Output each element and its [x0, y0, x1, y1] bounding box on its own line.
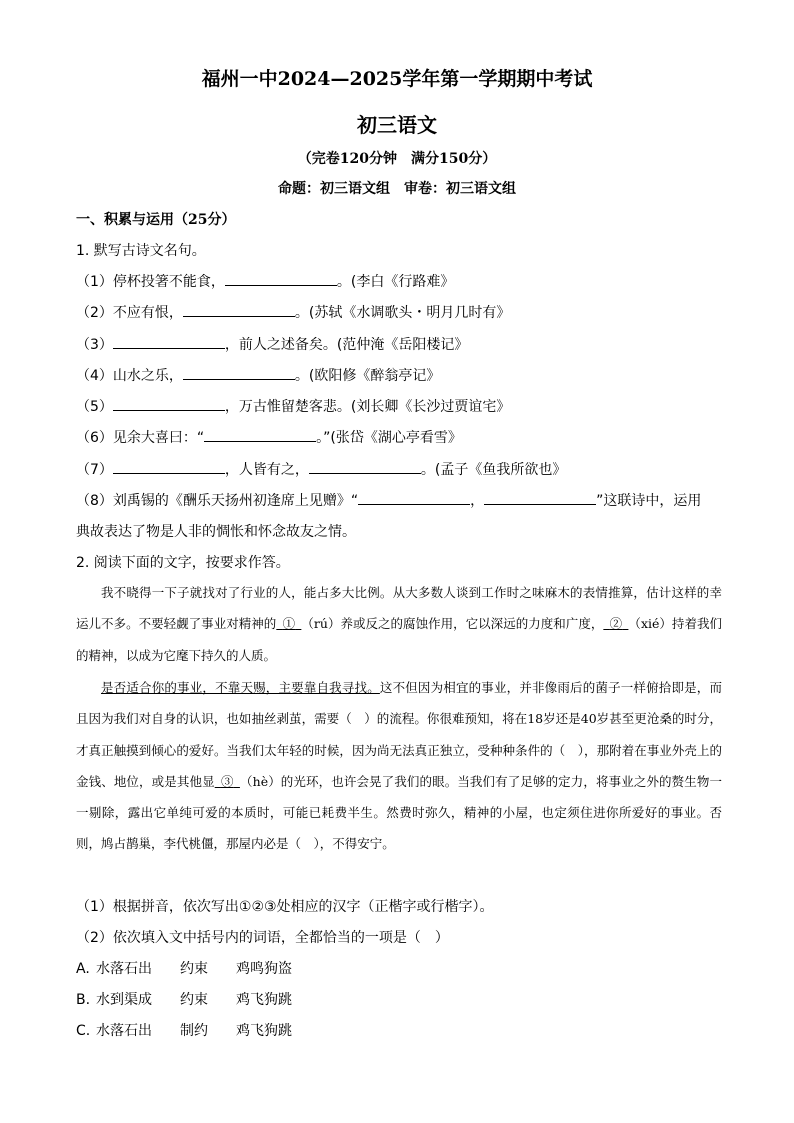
blank-3-number: ③: [220, 773, 234, 789]
q1-item-5-pre: （5）: [76, 399, 113, 415]
q1-item-5-post: ，万古惟留楚客悲。(刘长卿《长沙过贾谊宅》: [224, 399, 511, 415]
option-word: 水落石出: [96, 1023, 152, 1039]
exam-authors: 命题：初三语文组 审卷：初三语文组: [278, 181, 516, 197]
option-b[interactable]: [76, 989, 292, 1009]
q1-item-7-mid: ，人皆有之，: [224, 462, 309, 478]
q1-item-8-post: ”这联诗中，运用: [596, 493, 702, 509]
q1-item-7: [76, 459, 566, 479]
q1-item-8-mid: ，: [470, 493, 485, 509]
option-word: 鸡飞狗跳: [236, 1023, 292, 1039]
blank-2-number: ②: [609, 616, 623, 632]
q1-item-6: [76, 427, 462, 447]
q1-item-5: [76, 396, 510, 416]
q1-item-4-post: 。(欧阳修《醉翁亭记》: [294, 368, 441, 384]
passage-text: 我不晓得一下子就找对了行业的人，能占多大比例。从大多数人谈到工作时之味麻木的表情推算，估计这样的幸运儿不多。不要轻觑了事业对精神的: [76, 585, 722, 632]
passage-text: （rú）养或反之的腐蚀作用，它以深远的力度和广度，: [301, 616, 604, 632]
q1-item-4: [76, 365, 440, 385]
q1-item-1-post: 。(李白《行路难》: [336, 274, 455, 290]
q1-item-1-pre: （1）停杯投箸不能食，: [76, 274, 225, 290]
option-word: 鸡飞狗跳: [236, 992, 292, 1008]
q2-sub-1: （1）根据拼音，依次写出①②③处相应的汉字（正楷字或行楷字）。: [76, 899, 494, 915]
passage-text: （hè）的光环，也许会晃了我们的眼。当我们有了足够的定力，将事业之外的赘生物一一剔除，露出它单纯可爱的本质时，可能已耗费半生。然费时弥久，精神的小屋，也定须住进你所爱好的事业。否则，鸠占鹊巢，李代桃僵，那屋内必是（ ），不得安宁。: [76, 773, 722, 852]
answer-blank[interactable]: [204, 427, 316, 442]
option-label: A.: [76, 961, 90, 977]
answer-blank[interactable]: [113, 459, 225, 474]
q1-item-8-line1: [76, 490, 701, 510]
option-label: C.: [76, 1023, 91, 1039]
option-word: 水落石出: [96, 961, 152, 977]
q1-item-3: [76, 334, 468, 354]
q1-item-6-post: 。”(张岱《湖心亭看雪》: [316, 430, 462, 446]
q1-item-7-post: 。(孟子《鱼我所欲也》: [420, 462, 567, 478]
blank-1-number: ①: [282, 616, 296, 632]
blank-1[interactable]: [276, 616, 301, 631]
answer-blank[interactable]: [358, 490, 470, 505]
q2-stem: 2. 阅读下面的文字，按要求作答。: [76, 555, 290, 571]
q1-item-8-pre: （8）刘禹锡的《酬乐天扬州初逢席上见赠》“: [76, 493, 359, 509]
q1-item-8-line2: 典故表达了物是人非的惆怅和怀念故友之情。: [76, 524, 356, 540]
section-heading: 一、积累与运用（25分）: [76, 212, 236, 228]
q1-stem: 1. 默写古诗文名句。: [76, 243, 206, 259]
option-c[interactable]: [76, 1020, 292, 1040]
option-word: 制约: [180, 1023, 208, 1039]
q1-item-6-pre: （6）见余大喜曰：“: [76, 430, 205, 446]
q1-item-2-post: 。(苏轼《水调歌头・明月几时有》: [294, 305, 511, 321]
blank-3[interactable]: [215, 774, 240, 789]
blank-2[interactable]: [603, 616, 628, 631]
option-word: 约束: [180, 992, 208, 1008]
option-word: 鸡鸣狗盗: [236, 961, 292, 977]
option-label: B.: [76, 992, 91, 1008]
option-word: 水到渠成: [96, 992, 152, 1008]
q1-item-3-pre: （3）: [76, 337, 113, 353]
answer-blank[interactable]: [183, 302, 295, 317]
passage-text: （xié）持着我们的精神，以成为它麾下持久的人质。: [76, 616, 722, 663]
q1-item-3-post: ，前人之述备矣。(范仲淹《岳阳楼记》: [224, 337, 469, 353]
option-word: 约束: [180, 961, 208, 977]
q1-item-2: [76, 302, 510, 322]
exam-info: （完卷120分钟 满分150分）: [297, 151, 497, 167]
q1-item-7-pre: （7）: [76, 462, 113, 478]
underlined-sentence: 是否适合你的事业，不靠天赐，主要靠自我寻找。: [101, 680, 380, 695]
passage-paragraph-1: [76, 577, 722, 671]
subject-title: 初三语文: [357, 113, 437, 137]
q1-item-4-pre: （4）山水之乐，: [76, 368, 183, 384]
q1-item-2-pre: （2）不应有恨，: [76, 305, 183, 321]
answer-blank[interactable]: [183, 365, 295, 380]
answer-blank[interactable]: [225, 271, 337, 286]
exam-title: 福州一中2024—2025学年第一学期期中考试: [201, 68, 593, 90]
answer-blank[interactable]: [113, 334, 225, 349]
q2-sub-2: （2）依次填入文中括号内的词语，全都恰当的一项是（ ）: [76, 930, 449, 946]
q1-item-1: [76, 271, 454, 291]
option-a[interactable]: [76, 958, 292, 978]
answer-blank[interactable]: [484, 490, 596, 505]
answer-blank[interactable]: [113, 396, 225, 411]
passage-text: 这不但因为相宜的事业，并非像雨后的菌子一样俯拾即是，而且因为我们对自身的认识，也如抽丝剥茧，需要（ ）的流程。你很难预知，将在18岁还是40岁甚至更沧桑的时分，才真正触摸到倾心的爱好。当我们太年轻的时候，因为尚无法真正独立，受种种条件的（ ），那附着在事业外壳上的金钱、地位，或是其他显: [76, 680, 722, 789]
answer-blank[interactable]: [309, 459, 421, 474]
passage-paragraph-2: [76, 672, 722, 860]
